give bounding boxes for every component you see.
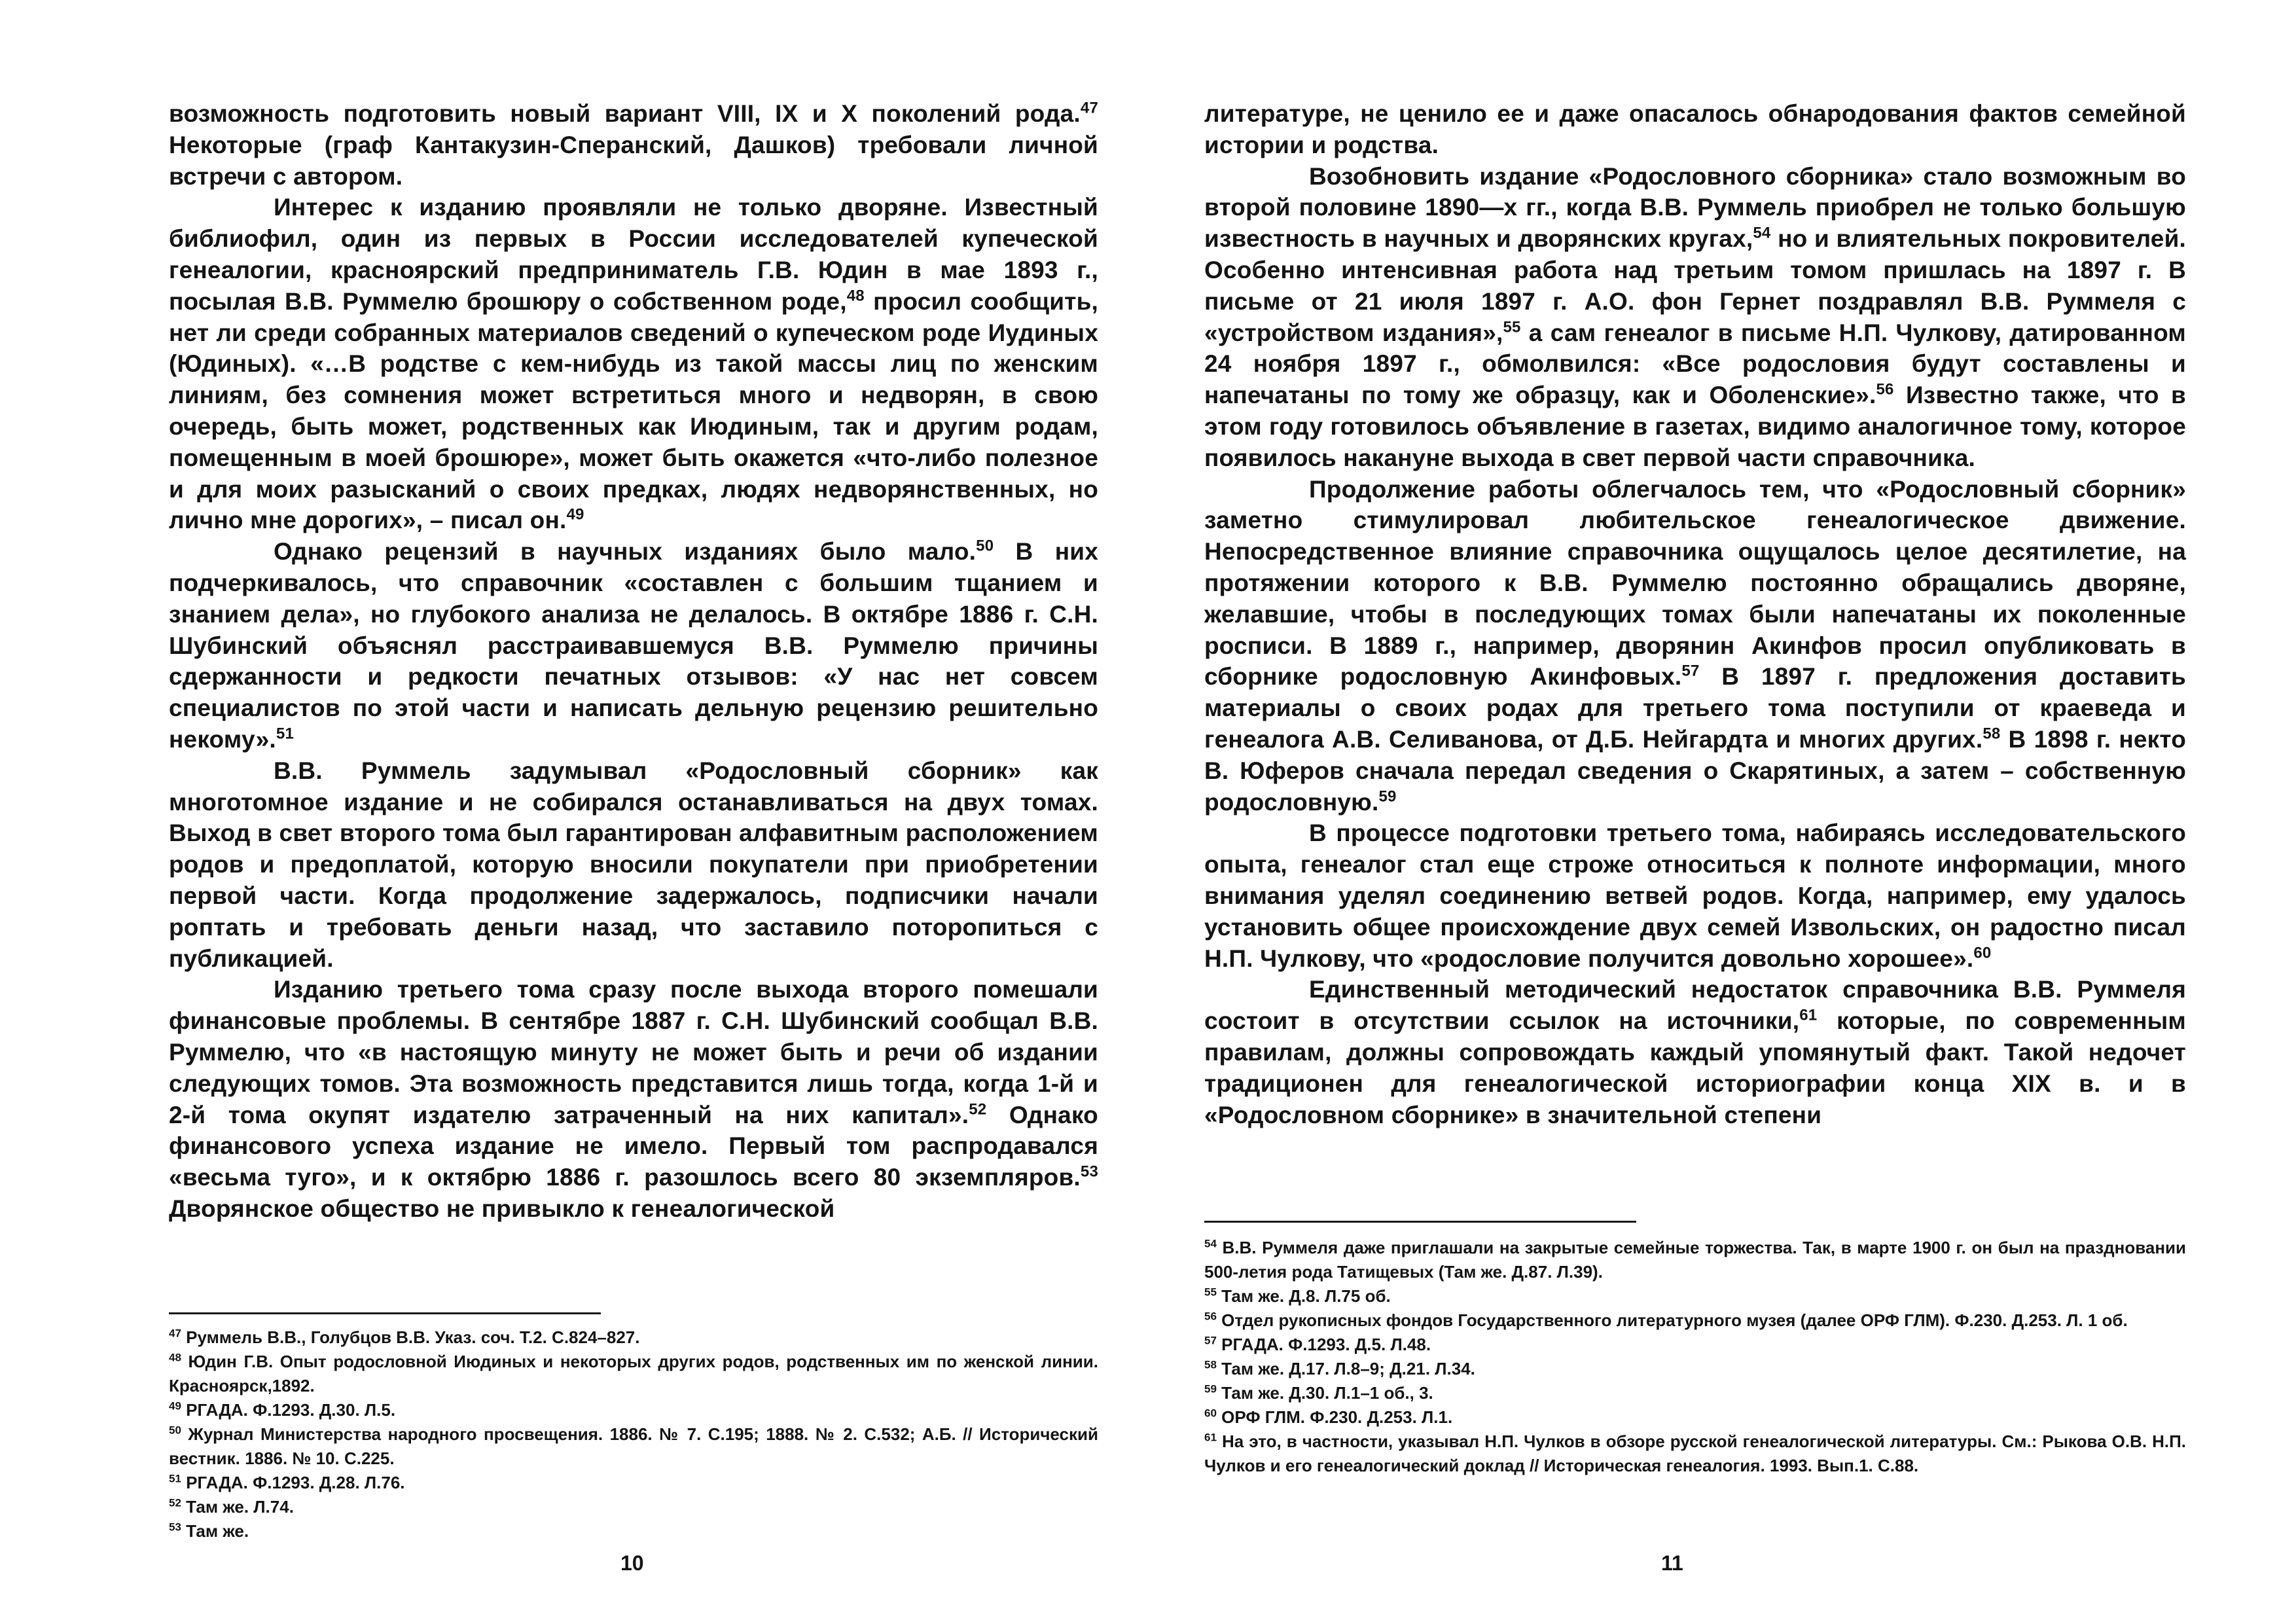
footnote-text: Там же. Л.74. — [186, 1497, 294, 1517]
footnote-text: Там же. Д.17. Л.8–9; Д.21. Л.34. — [1221, 1359, 1475, 1378]
footnote-text: Журнал Министерства народного просвещения. 1886. № 7. С.195; 1888. № 2. С.532; А.Б. // Исторический вестник. 1886. № 10. С.225. — [169, 1424, 1098, 1468]
footnote-text: Отдел рукописных фондов Государственного литературного музея (далее ОРФ ГЛМ). Ф.230. Д.253. Л. 1 об. — [1221, 1310, 2128, 1330]
footnote-number: 49 — [169, 1399, 181, 1413]
footnote-ref[interactable]: 50 — [976, 537, 994, 555]
footnote — [1204, 1357, 2186, 1381]
footnote-ref[interactable]: 55 — [1503, 318, 1521, 336]
footnote-ref[interactable]: 60 — [1973, 944, 1992, 962]
paragraph-text: возможность подготовить новый вариант VIII, IX и X поколений рода. — [169, 100, 1081, 127]
footnote-ref[interactable]: 56 — [1876, 380, 1894, 399]
paragraph-text: Однако рецензий в научных изданиях было мало. — [274, 538, 977, 566]
paragraph-text: которые, по современным правилам, должны сопровождать каждый упомянутый факт. Такой недочет традиционен для генеалогической историографии конца XIX в. и в «Родословном сборнике» в значительной степени — [1204, 1007, 2186, 1128]
footnote — [1204, 1308, 2186, 1333]
footnote-ref[interactable]: 47 — [1080, 99, 1098, 117]
footnote-ref[interactable]: 59 — [1378, 787, 1397, 806]
paragraph — [1204, 974, 2186, 1130]
footnote-number: 56 — [1204, 1310, 1217, 1323]
left-footnote-divider — [169, 1312, 601, 1314]
paragraph — [1204, 474, 2186, 818]
footnote-ref[interactable]: 52 — [969, 1100, 987, 1119]
footnote — [1204, 1405, 2186, 1430]
right-page — [1148, 0, 2296, 1620]
footnote — [1204, 1236, 2186, 1284]
footnote-text: На это, в частности, указывал Н.П. Чулков в обзоре русской генеалогической литературы. См.: Рыкова О.В. Н.П. Чулков и его генеалогический доклад // Историческая генеалогия. 1993. Вып.1. С.88. — [1204, 1431, 2186, 1475]
right-page-body-text — [1204, 98, 2186, 1130]
paragraph-text: а сам генеалог в письме Н.П. Чулкову, датированном 24 ноября 1897 г., обмолвился: «Все родословия будут составлены и напечатаны по тому же образцу, как и Оболенские». — [1204, 319, 2186, 409]
right-footnote-divider — [1204, 1221, 1636, 1223]
footnote-ref[interactable]: 51 — [276, 725, 295, 743]
page-number-left: 10 — [620, 1551, 644, 1575]
paragraph-text: В процессе подготовки третьего тома, набираясь исследовательского опыта, генеалог стал еще строже относиться к полноте информации, много внимания уделял соединению ветвей родов. Когда, например, ему удалось установить общее происхождение двух семей Извольских, он радостно писал Н.П. Чулкову, что «родословие получится довольно хорошее». — [1204, 819, 2186, 972]
footnote-number: 54 — [1204, 1237, 1217, 1250]
footnote-number: 51 — [169, 1472, 181, 1485]
paragraph — [169, 974, 1098, 1224]
footnote-ref[interactable]: 57 — [1681, 662, 1700, 681]
footnote-text: Там же. Д.30. Л.1–1 об., 3. — [1221, 1383, 1433, 1403]
footnote-text: ОРФ ГЛМ. Ф.230. Д.253. Л.1. — [1221, 1407, 1453, 1427]
page-number-right: 11 — [1661, 1551, 1683, 1575]
footnote-ref[interactable]: 54 — [1753, 224, 1771, 242]
paragraph-text: Известно также, что в этом году готовилось объявление в газетах, видимо аналогичное тому, которое появилось накануне выхода в свет первой части справочника. — [1204, 382, 2186, 471]
footnote — [169, 1398, 1098, 1422]
paragraph-text: Возобновить издание «Родословного сборника» стало возможным во второй половине 1890—х гг., когда В.В. Руммель приобрел не только большую известность в научных и дворянских кругах, — [1204, 162, 2186, 253]
paragraph-text: просил сообщить, нет ли среди собранных материалов сведений о купеческом роде Иудиных (Юдиных). «…В родстве с кем-нибудь из такой массы лиц по женским линиям, без сомнения может встретиться много и недворян, в свою очередь, быть может, родственных как Июдиным, так и другим родам, помещенным в моей брошюре», может быть окажется «что-либо полезное и для моих разысканий о своих предках, людях недворянственных, но лично мне дорогих», – писал он. — [169, 287, 1098, 534]
footnote-ref[interactable]: 61 — [1799, 1006, 1818, 1024]
paragraph-text: В 1898 г. некто В. Юферов сначала передал сведения о Скарятиных, а затем – собственную родословную. — [1204, 725, 2186, 816]
left-page-body-text — [169, 98, 1098, 1225]
footnote-number: 48 — [169, 1351, 181, 1364]
paragraph — [169, 536, 1098, 755]
footnote-number: 53 — [169, 1521, 181, 1534]
paragraph — [169, 192, 1098, 536]
footnote — [1204, 1381, 2186, 1405]
footnote-number: 59 — [1204, 1382, 1217, 1395]
footnote-ref[interactable]: 49 — [566, 506, 584, 524]
footnote-number: 47 — [169, 1327, 181, 1340]
footnote-number: 61 — [1204, 1431, 1217, 1444]
paragraph-text: Изданию третьего тома сразу после выхода второго помешали финансовые проблемы. В сентябре 1887 г. С.Н. Шубинский сообщал В.В. Руммелю, что «в настоящую минуту не может быть и речи об издании следующих томов. Эта возможность представится лишь тогда, когда 1-й и 2-й тома окупят издателю затраченный на них капитал». — [169, 976, 1098, 1128]
footnote-ref[interactable]: 58 — [1982, 725, 2001, 743]
paragraph — [1204, 818, 2186, 974]
footnote-number: 60 — [1204, 1407, 1217, 1420]
footnote-text: Там же. Д.8. Л.75 об. — [1221, 1286, 1391, 1306]
footnote-ref[interactable]: 48 — [846, 287, 865, 305]
footnote-number: 57 — [1204, 1334, 1217, 1347]
paragraph-text: Продолжение работы облегчалось тем, что «Родословный сборник» заметно стимулировал любительское генеалогическое движение. Непосредственное влияние справочника ощущалось целое десятилетие, на протяжении которого к В.В. Руммелю постоянно обращались дворяне, желавшие, чтобы в последующих томах были напечатаны их поколенные росписи. В 1889 г., например, дворянин Акинфов просил опубликовать в сборнике родословную Акинфовых. — [1204, 475, 2186, 691]
footnote — [169, 1495, 1098, 1519]
footnote-text: РГАДА. Ф.1293. Д.30. Л.5. — [186, 1400, 396, 1420]
footnote-number: 50 — [169, 1424, 181, 1437]
paragraph-text: Единственный методический недостаток справочника В.В. Руммеля состоит в отсутствии ссылок на источники, — [1204, 976, 2186, 1035]
paragraph-text: но и влиятельных покровителей. Особенно интенсивная работа над третьим томом пришлась на 1897 г. В письме от 21 июля 1897 г. А.О. фон Гернет поздравлял В.В. Руммеля с «устройством издания», — [1204, 225, 2187, 346]
paragraph-text: В 1897 г. предложения доставить материалы о своих родах для третьего тома поступили от краеведа и генеалога А.В. Селиванова, от Д.Б. Нейгардта и многих других. — [1204, 663, 2186, 753]
footnote — [1204, 1430, 2186, 1478]
paragraph-text: Интерес к изданию проявляли не только дворяне. Известный библиофил, один из первых в России исследователей купеческой генеалогии, красноярский предприниматель Г.В. Юдин в мае 1893 г., посылая В.В. Руммелю брошюру о собственном роде, — [169, 194, 1098, 315]
footnote-text: Юдин Г.В. Опыт родословной Июдиных и некоторых других родов, родственных им по женской линии. Красноярск,1892. — [169, 1352, 1098, 1395]
right-page-footnotes — [1204, 1236, 2186, 1478]
footnote-number: 55 — [1204, 1286, 1217, 1299]
footnote — [169, 1325, 1098, 1350]
paragraph — [1204, 161, 2186, 474]
footnote — [169, 1422, 1098, 1471]
paragraph — [1204, 98, 2186, 161]
paragraph-text: Однако финансового успеха издание не имело. Первый том распродавался «весьма туго», и к октябрю 1886 г. разошлось всего 80 экземпляров. — [169, 1101, 1098, 1191]
paragraph-text: Дворянское общество не привыкло к генеалогической — [169, 1195, 835, 1222]
footnote — [1204, 1333, 2186, 1357]
footnote — [169, 1350, 1098, 1398]
paragraph — [169, 98, 1098, 192]
paragraph-text: В них подчеркивалось, что справочник «составлен с большим тщанием и знанием дела», но глубокого анализа не делалось. В октябре 1886 г. С.Н. Шубинский объяснял расстраивавшемуся В.В. Руммелю причины сдержанности и редкости печатных отзывов: «У нас нет совсем специалистов по этой части и написать дельную рецензию решительно некому». — [169, 538, 1098, 753]
footnote-number: 58 — [1204, 1358, 1217, 1371]
footnote-text: Руммель В.В., Голубцов В.В. Указ. соч. Т.2. С.824–827. — [186, 1327, 640, 1347]
footnote — [1204, 1284, 2186, 1308]
footnote-ref[interactable]: 53 — [1080, 1162, 1098, 1181]
paragraph-text: литературе, не ценило ее и даже опасалось обнародования фактов семейной истории и родства. — [1204, 100, 2186, 158]
footnote-text: РГАДА. Ф.1293. Д.28. Л.76. — [186, 1473, 405, 1492]
footnote-text: Там же. — [186, 1521, 249, 1541]
footnote-text: В.В. Руммеля даже приглашали на закрытые семейные торжества. Так, в марте 1900 г. он был на праздновании 500-летия рода Татищевых (Там же. Д.87. Л.39). — [1204, 1238, 2186, 1282]
left-page-footnotes — [169, 1325, 1098, 1543]
paragraph — [169, 755, 1098, 975]
footnote-text: РГАДА. Ф.1293. Д.5. Л.48. — [1221, 1335, 1431, 1354]
footnote — [169, 1471, 1098, 1495]
paragraph-text: В.В. Руммель задумывал «Родословный сборник» как многотомное издание и не собирался останавливаться на двух томах. Выход в свет второго тома был гарантирован алфавитным расположением родов и предоплатой, которую вносили покупатели при приобретении первой части. Когда продолжение задержалось, подписчики начали роптать и требовать деньги назад, что заставило поторопиться с публикацией. — [169, 757, 1098, 972]
footnote-number: 52 — [169, 1496, 181, 1509]
footnote — [169, 1519, 1098, 1543]
paragraph-text: Некоторые (граф Кантакузин-Сперанский, Дашков) требовали личной встречи с автором. — [169, 131, 1098, 190]
